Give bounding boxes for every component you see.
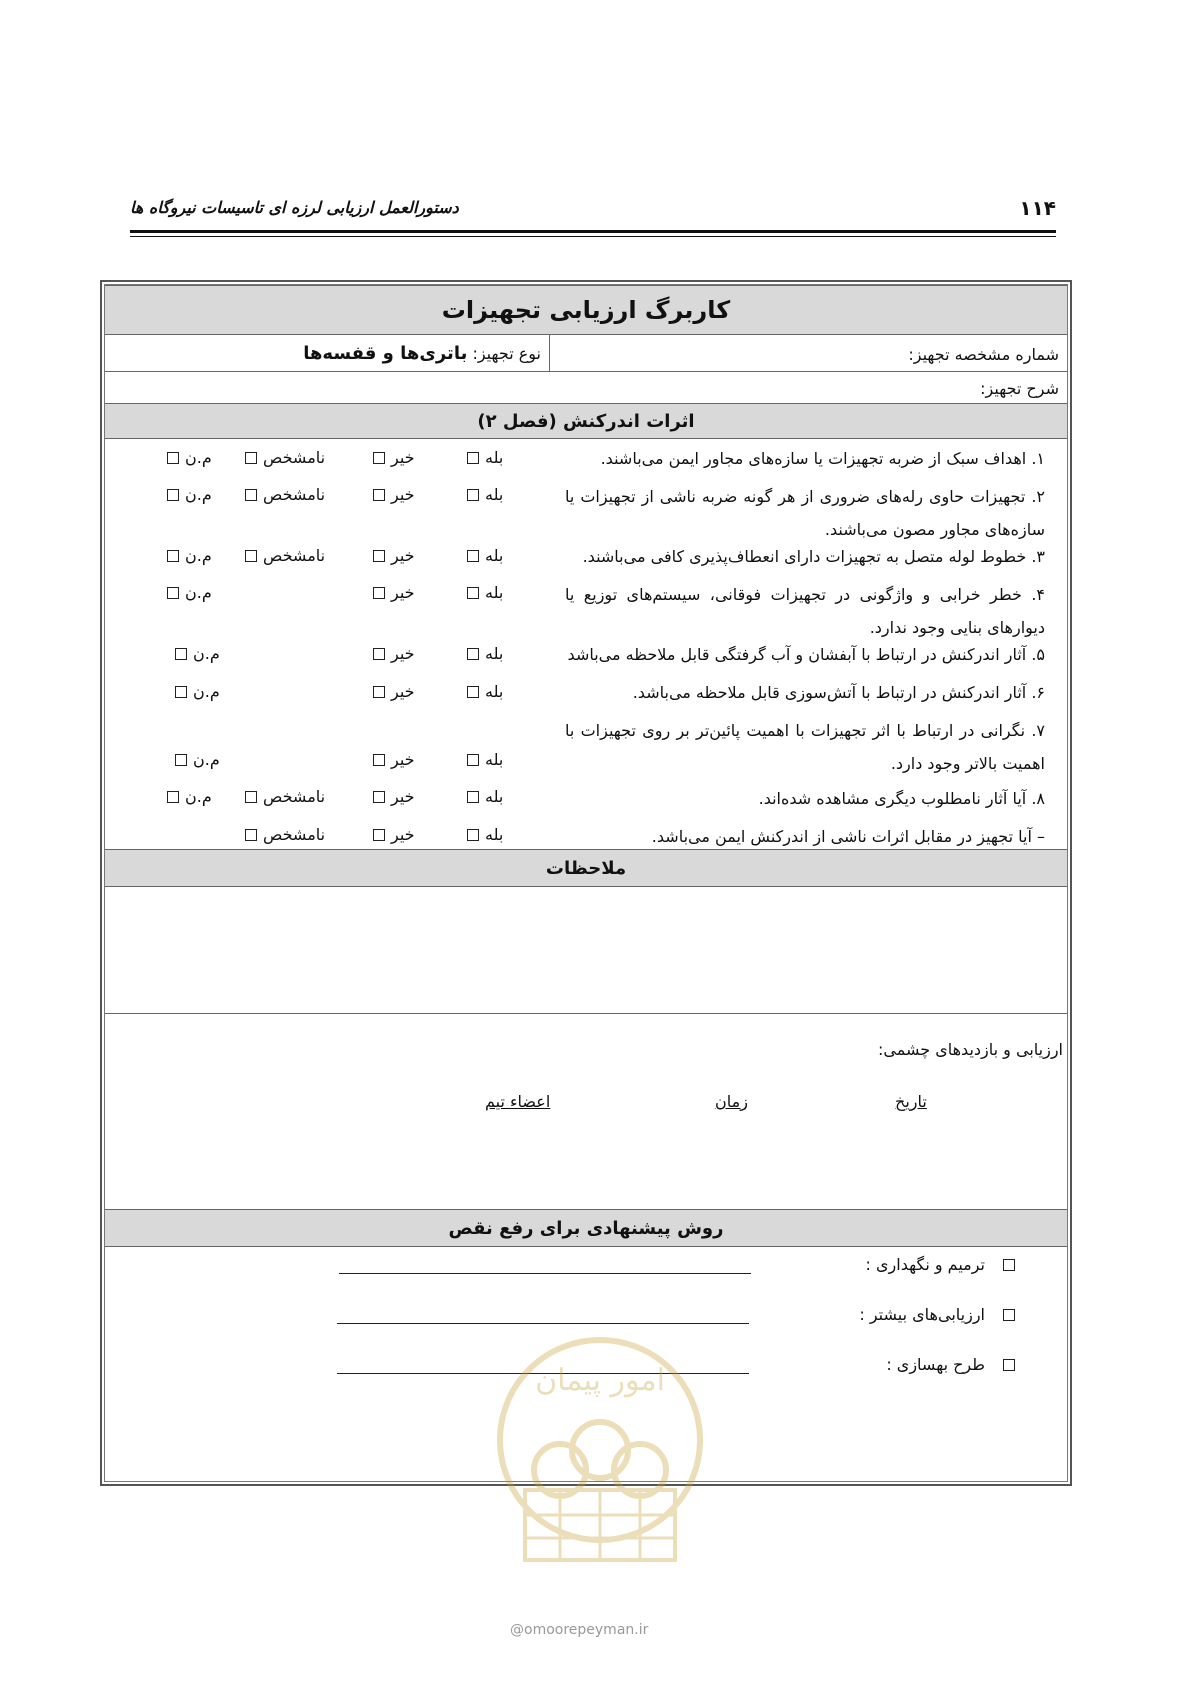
q8-na[interactable]: م.ن [167, 787, 212, 806]
q5-na[interactable]: م.ن [175, 644, 220, 663]
checkbox[interactable] [373, 550, 385, 562]
form-title-band [105, 285, 1067, 335]
checkbox[interactable] [467, 489, 479, 501]
section-title: اثرات اندرکنش (فصل ۲) [477, 410, 695, 432]
fix-line-maintenance[interactable] [339, 1273, 751, 1274]
header-rule-thick [130, 230, 1056, 233]
checkbox[interactable] [245, 791, 257, 803]
q7-na[interactable]: م.ن [175, 750, 220, 769]
checkbox[interactable] [167, 489, 179, 501]
q3-unknown[interactable]: نامشخص [245, 546, 325, 565]
q3-no[interactable]: خیر [373, 546, 415, 565]
equipment-assessment-form [100, 280, 1072, 1486]
question-final: – آیا تجهیز در مقابل اثرات ناشی از اندرکنش ایمن می‌باشد. [651, 827, 1045, 846]
fix-title: روش پیشنهادی برای رفع نقص [448, 1217, 724, 1239]
checkbox[interactable] [373, 829, 385, 841]
checkbox[interactable] [373, 587, 385, 599]
q2-no[interactable]: خیر [373, 485, 415, 504]
checkbox[interactable] [245, 452, 257, 464]
running-title: دستورالعمل ارزیابی لرزه ای تاسیسات نیروگاه ها [130, 198, 459, 217]
team-label: اعضاء تیم [485, 1092, 551, 1111]
q6-no[interactable]: خیر [373, 682, 415, 701]
checkbox[interactable] [1003, 1309, 1015, 1321]
checkbox[interactable] [467, 587, 479, 599]
checkbox[interactable] [167, 452, 179, 464]
checkbox[interactable] [167, 550, 179, 562]
remarks-title: ملاحظات [545, 857, 627, 879]
q8-no[interactable]: خیر [373, 787, 415, 806]
question-3: ۳. خطوط لوله متصل به تجهیزات دارای انعطاف‌پذیری کافی می‌باشند. [582, 547, 1045, 566]
checkbox[interactable] [373, 754, 385, 766]
checkbox[interactable] [175, 648, 187, 660]
question-1: ۱. اهداف سبک از ضربه تجهیزات یا سازه‌های مجاور ایمن می‌باشند. [600, 449, 1045, 468]
fix-band [105, 1209, 1067, 1247]
checkbox[interactable] [467, 829, 479, 841]
question-6: ۶. آثار اندرکنش در ارتباط با آتش‌سوزی قابل ملاحظه می‌باشد. [632, 683, 1045, 702]
question-5: ۵. آثار اندرکنش در ارتباط با آبفشان و آب گرفتگی قابل ملاحظه می‌باشد [567, 645, 1045, 664]
q6-yes[interactable]: بله [467, 682, 503, 701]
watermark-text: امور پیمان [535, 1363, 665, 1398]
checkbox[interactable] [467, 452, 479, 464]
checkbox[interactable] [245, 829, 257, 841]
checkbox[interactable] [1003, 1259, 1015, 1271]
final-no[interactable]: خیر [373, 825, 415, 844]
q1-unknown[interactable]: نامشخص [245, 448, 325, 467]
remarks-divider [105, 1013, 1067, 1014]
fix-item-further-assessment[interactable]: ارزیابی‌های بیشتر : [859, 1305, 1015, 1324]
final-unknown[interactable]: نامشخص [245, 825, 325, 844]
q1-yes[interactable]: بله [467, 448, 503, 467]
q2-unknown[interactable]: نامشخص [245, 485, 325, 504]
checkbox[interactable] [373, 452, 385, 464]
checkbox[interactable] [373, 686, 385, 698]
q4-no[interactable]: خیر [373, 583, 415, 602]
equipment-type [303, 343, 541, 364]
q3-yes[interactable]: بله [467, 546, 503, 565]
time-label: زمان [715, 1092, 748, 1111]
checkbox[interactable] [373, 648, 385, 660]
final-yes[interactable]: بله [467, 825, 503, 844]
question-2: ۲. تجهیزات حاوی رله‌های ضروری از هر گونه ضربه ناشی از تجهیزات یا سازه‌های مجاور مصون می‌باشند. [565, 487, 1045, 539]
watermark-url: @omoorepeyman.ir [510, 1622, 649, 1638]
q1-na[interactable]: م.ن [167, 448, 212, 467]
checkbox[interactable] [373, 489, 385, 501]
q7-no[interactable]: خیر [373, 750, 415, 769]
fix-item-maintenance[interactable]: ترمیم و نگهداری : [866, 1255, 1015, 1274]
form-inner-border [104, 284, 1068, 1482]
q6-na[interactable]: م.ن [175, 682, 220, 701]
watermark-stamp [490, 1330, 710, 1620]
equipment-type-label: نوع تجهیز: [472, 344, 541, 363]
remarks-band [105, 849, 1067, 887]
q8-yes[interactable]: بله [467, 787, 503, 806]
header-rule-thin [130, 236, 1056, 237]
form-title: کاربرگ ارزیابی تجهیزات [441, 296, 731, 324]
question-8: ۸. آیا آثار نامطلوب دیگری مشاهده شده‌اند. [758, 789, 1045, 808]
q5-yes[interactable]: بله [467, 644, 503, 663]
q8-unknown[interactable]: نامشخص [245, 787, 325, 806]
date-label: تاریخ [895, 1092, 927, 1111]
q4-yes[interactable]: بله [467, 583, 503, 602]
checkbox[interactable] [1003, 1359, 1015, 1371]
q1-no[interactable]: خیر [373, 448, 415, 467]
checkbox[interactable] [467, 754, 479, 766]
q2-na[interactable]: م.ن [167, 485, 212, 504]
checkbox[interactable] [467, 686, 479, 698]
equipment-id-label: شماره مشخصه تجهیز: [908, 345, 1059, 364]
description-label: شرح تجهیز: [980, 379, 1059, 398]
checkbox[interactable] [245, 550, 257, 562]
question-7: ۷. نگرانی در ارتباط با اثر تجهیزات با اهمیت پائین‌تر بر روی تجهیزات با اهمیت بالاتر وجود دارد. [565, 721, 1045, 773]
q4-na[interactable]: م.ن [167, 583, 212, 602]
question-4: ۴. خطر خرابی و واژگونی در تجهیزات فوقانی، سیستم‌های توزیع یا دیوارهای بنایی وجود ندارد. [565, 585, 1045, 637]
checkbox[interactable] [167, 791, 179, 803]
checkbox[interactable] [245, 489, 257, 501]
checkbox[interactable] [373, 791, 385, 803]
fix-line-further-assessment[interactable] [337, 1323, 749, 1324]
q2-yes[interactable]: بله [467, 485, 503, 504]
q3-na[interactable]: م.ن [167, 546, 212, 565]
visual-assessment-label: ارزیابی و بازدیدهای چشمی: [877, 1040, 1063, 1059]
equipment-type-value: باتری‌ها و قفسه‌ها [303, 343, 468, 364]
checkbox[interactable] [167, 587, 179, 599]
id-type-divider [549, 335, 550, 371]
q5-no[interactable]: خیر [373, 644, 415, 663]
checkbox[interactable] [467, 550, 479, 562]
checkbox[interactable] [467, 648, 479, 660]
row-divider [105, 371, 1067, 372]
fix-item-retrofit[interactable]: طرح بهسازی : [886, 1355, 1015, 1374]
section-band [105, 403, 1067, 439]
checkbox[interactable] [175, 686, 187, 698]
checkbox[interactable] [467, 791, 479, 803]
q7-yes[interactable]: بله [467, 750, 503, 769]
checkbox[interactable] [175, 754, 187, 766]
page-number: ۱۱۴ [1019, 196, 1056, 220]
